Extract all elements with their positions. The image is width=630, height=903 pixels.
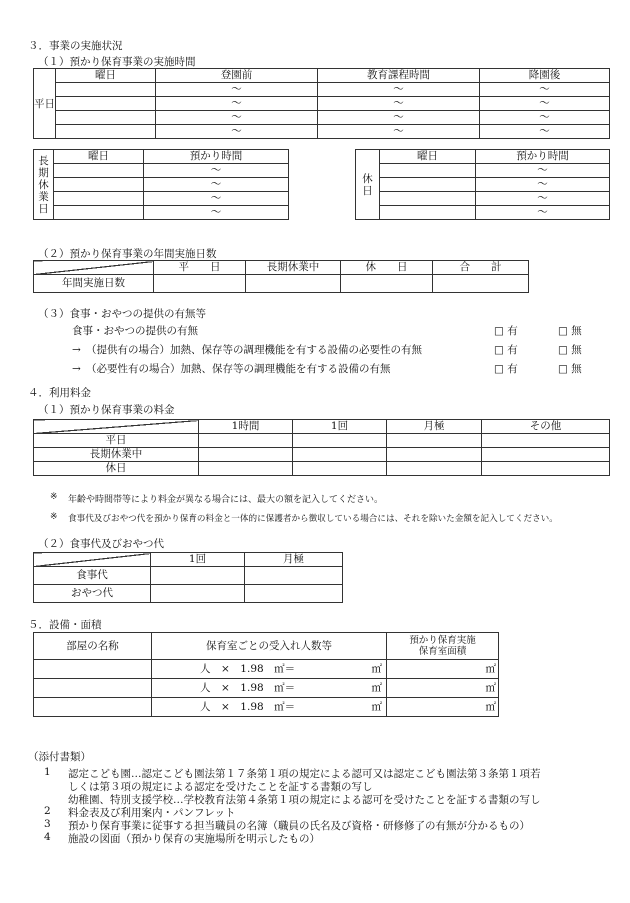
- long-vacation-table: [33, 149, 289, 220]
- section3-sub1: （１）預かり保育事業の実施時間: [38, 56, 196, 68]
- holiday-row: ～: [356, 192, 610, 206]
- holiday-side-label: 休日: [356, 150, 380, 220]
- section3-heading: ３．事業の実施状況: [28, 40, 123, 52]
- section4-sub1: （１）預かり保育事業の料金: [38, 404, 175, 416]
- meal-fee-table: 1回 月極 食事代 おやつ代: [33, 552, 343, 603]
- annual-days-label: 年間実施日数: [34, 275, 154, 293]
- cooking-facility-question: → （必要性有の場合）加熱、保存等の調理機能を有する設備の有無: [72, 363, 391, 375]
- cooking-need-question: → （提供有の場合）加熱、保存等の調理機能を有する設備の必要性の有無: [72, 344, 423, 356]
- header-after: 降園後: [480, 69, 610, 83]
- attach-item-2: 料金表及び利用案内・パンフレット: [68, 807, 236, 819]
- header-weekday: 曜日: [56, 69, 156, 83]
- weekday-row: ～ ～ ～: [34, 111, 610, 125]
- section4-sub2: （２）食事代及びおやつ代: [38, 538, 164, 550]
- days-weekday-input[interactable]: [154, 275, 246, 293]
- attach-item-1-kindergarten: 幼稚園、特別支援学校…学校教育法第４条第１項の規定による認可を受けたことを証する書類の写し: [68, 794, 541, 806]
- holiday-row: ～: [356, 178, 610, 192]
- note2-mark: ※: [50, 512, 58, 522]
- q2-yes-checkbox[interactable]: □ 有: [494, 344, 518, 356]
- weekday-row: ～ ～ ～: [34, 83, 610, 97]
- attach-item-1-cont: しくは第３項の規定による認定を受けたことを証する書類の写し: [68, 781, 373, 793]
- attach-item-1: 認定こども園…認定こども園法第１７条第１項の規定による認可又は認定こども園法第３条第１項若: [68, 768, 541, 780]
- header-care-hours: 預かり時間: [144, 150, 289, 164]
- holiday-table: [355, 149, 610, 220]
- note2: 食事代及びおやつ代を預かり保育の料金と一体的に保護者から徴収している場合には、それを除いた金額を記入してください。: [68, 514, 558, 524]
- section3-sub2: （２）預かり保育事業の年間実施日数: [38, 248, 217, 260]
- q1-no-checkbox[interactable]: □ 無: [558, 325, 582, 337]
- long-row: ～: [34, 178, 289, 192]
- long-row: ～: [34, 164, 289, 178]
- attach-num-4: 4: [44, 831, 51, 843]
- q3-no-checkbox[interactable]: □ 無: [558, 363, 582, 375]
- fee-row-weekday: 平日: [34, 434, 610, 448]
- header-care-hours: 預かり時間: [476, 150, 610, 164]
- attach-num-2: 2: [44, 805, 51, 817]
- room-row: 人 × 1.98 ㎡＝ ㎡ ㎡: [34, 698, 499, 717]
- days-long-input[interactable]: [246, 275, 341, 293]
- section5-heading: ５．設備・面積: [28, 619, 102, 631]
- room-row: 人 × 1.98 ㎡＝ ㎡ ㎡: [34, 679, 499, 698]
- holiday-row: ～: [356, 164, 610, 178]
- fee-row-holiday: 休日: [34, 462, 610, 476]
- weekday-row: ～ ～ ～: [34, 97, 610, 111]
- section3-sub3: （３）食事・おやつの提供の有無等: [38, 308, 206, 320]
- days-holiday-input[interactable]: [341, 275, 433, 293]
- attach-item-3: 預かり保育事業に従事する担当職員の名簿（職員の氏名及び資格・研修修了の有無が分かるもの）: [68, 820, 530, 832]
- diagonal-cell: [34, 420, 199, 434]
- attachments-heading: （添付書類）: [28, 751, 91, 763]
- annual-days-table: 平 日 長期休業中 休 日 合 計 年間実施日数: [33, 260, 529, 293]
- days-total-input[interactable]: [433, 275, 529, 293]
- note1: 年齢や時間帯等により料金が異なる場合には、最大の額を記入してください。: [68, 495, 384, 505]
- header-before: 登園前: [156, 69, 318, 83]
- meal-row: 食事代: [34, 567, 343, 585]
- long-row: ～: [34, 206, 289, 220]
- fee-table: 1時間 1回 月極 その他 平日 長期休業中 休日: [33, 419, 610, 476]
- fee-row-long: 長期休業中: [34, 448, 610, 462]
- q1-yes-checkbox[interactable]: □ 有: [494, 325, 518, 337]
- holiday-row: ～: [356, 206, 610, 220]
- attach-num-3: 3: [44, 818, 51, 830]
- attach-num-1: 1: [44, 766, 51, 778]
- q2-no-checkbox[interactable]: □ 無: [558, 344, 582, 356]
- diagonal-cell: [34, 553, 151, 567]
- room-row: 人 × 1.98 ㎡＝ ㎡ ㎡: [34, 660, 499, 679]
- weekday-row: ～ ～ ～: [34, 125, 610, 139]
- long-row: ～: [34, 192, 289, 206]
- attach-item-4: 施設の図面（預かり保育の実施場所を明示したもの）: [68, 833, 320, 845]
- header-class-hours: 教育課程時間: [318, 69, 480, 83]
- snack-row: おやつ代: [34, 585, 343, 603]
- diagonal-cell: [34, 261, 154, 275]
- weekday-side-label: 平日: [34, 69, 56, 139]
- header-weekday: 曜日: [54, 150, 144, 164]
- meal-question: 食事・おやつの提供の有無: [72, 325, 198, 337]
- section4-heading: ４．利用料金: [28, 387, 91, 399]
- q3-yes-checkbox[interactable]: □ 有: [494, 363, 518, 375]
- header-weekday: 曜日: [380, 150, 476, 164]
- note1-mark: ※: [50, 492, 58, 502]
- weekday-hours-table: [33, 68, 610, 139]
- facility-table: 部屋の名称 保育室ごとの受入れ人数等 預かり保育実施 保育室面積 人 × 1.98 ㎡＝ ㎡ ㎡ 人 × 1.98 ㎡＝ ㎡ ㎡ 人 × 1.98 ㎡＝ ㎡ ㎡: [33, 632, 499, 717]
- long-vacation-side-label: 長期休業日: [34, 150, 54, 220]
